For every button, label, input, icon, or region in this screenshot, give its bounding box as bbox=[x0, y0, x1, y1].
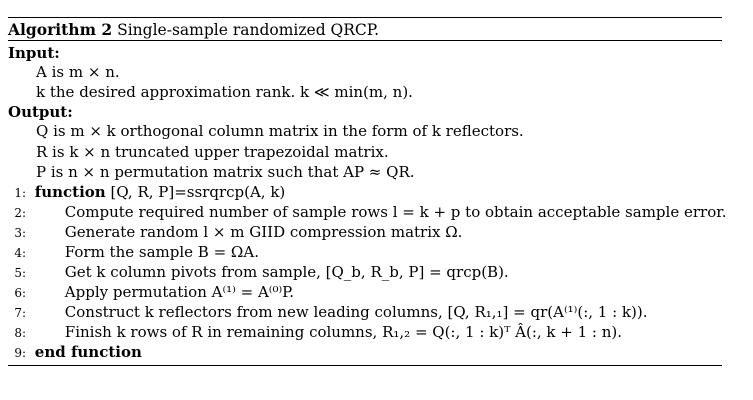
line-text: Form the sample B = ΩA. bbox=[64, 243, 259, 261]
line-text: Get k column pivots from sample, [Q_b, R_b, P] = qrcp(B). bbox=[64, 263, 509, 281]
line-number: 8: bbox=[14, 326, 26, 340]
line-number: 1: bbox=[14, 186, 26, 200]
line-number: 6: bbox=[14, 286, 26, 300]
algorithm-line-2 bbox=[8, 203, 727, 223]
caption-rule bbox=[8, 40, 722, 41]
keyword-end-function: end function bbox=[34, 343, 142, 361]
line-number: 7: bbox=[14, 306, 26, 320]
bottom-rule bbox=[8, 365, 722, 366]
line-text: Apply permutation A⁽¹⁾ = A⁽⁰⁾P. bbox=[64, 283, 294, 301]
algorithm-line-6 bbox=[8, 283, 294, 303]
line-number: 2: bbox=[14, 206, 26, 220]
line-text: Generate random l × m GIID compression matrix Ω. bbox=[64, 223, 463, 241]
algorithm-line-3 bbox=[8, 223, 462, 243]
keyword-function: function bbox=[34, 183, 106, 201]
input-item: A is m × n. bbox=[36, 63, 120, 81]
algorithm-caption bbox=[8, 20, 379, 40]
output-item: R is k × n truncated upper trapezoidal matrix. bbox=[36, 143, 389, 161]
line-number: 3: bbox=[14, 226, 26, 240]
line-text: Compute required number of sample rows l = k + p to obtain acceptable sample error. bbox=[64, 203, 727, 221]
input-heading: Input: bbox=[8, 44, 60, 62]
algorithm-line-1 bbox=[8, 183, 285, 203]
output-item: P is n × n permutation matrix such that AP ≈ QR. bbox=[36, 163, 415, 181]
algorithm-line-7 bbox=[8, 303, 648, 323]
line-number: 4: bbox=[14, 246, 26, 260]
line-text: Finish k rows of R in remaining columns, R₁,₂ = Q(:, 1 : k)ᵀ Â(:, k + 1 : n). bbox=[64, 323, 623, 341]
algorithm-line-5 bbox=[8, 263, 509, 283]
algorithm-line-4 bbox=[8, 243, 259, 263]
line-number: 5: bbox=[14, 266, 26, 280]
algorithm-line-9 bbox=[8, 343, 142, 363]
line-text: Construct k reflectors from new leading columns, [Q, R₁,₁] = qr(A⁽¹⁾(:, 1 : k)). bbox=[64, 303, 648, 321]
input-item: k the desired approximation rank. k ≪ min(m, n). bbox=[36, 83, 413, 101]
algorithm-line-8 bbox=[8, 323, 622, 343]
line-text: [Q, R, P]=ssrqrcp(A, k) bbox=[110, 183, 286, 201]
line-number: 9: bbox=[14, 346, 26, 360]
caption-title: Single-sample randomized QRCP. bbox=[117, 21, 379, 39]
top-rule bbox=[8, 17, 722, 18]
output-item: Q is m × k orthogonal column matrix in the form of k reflectors. bbox=[36, 122, 524, 140]
caption-label: Algorithm 2 bbox=[8, 20, 113, 39]
output-heading: Output: bbox=[8, 103, 73, 121]
